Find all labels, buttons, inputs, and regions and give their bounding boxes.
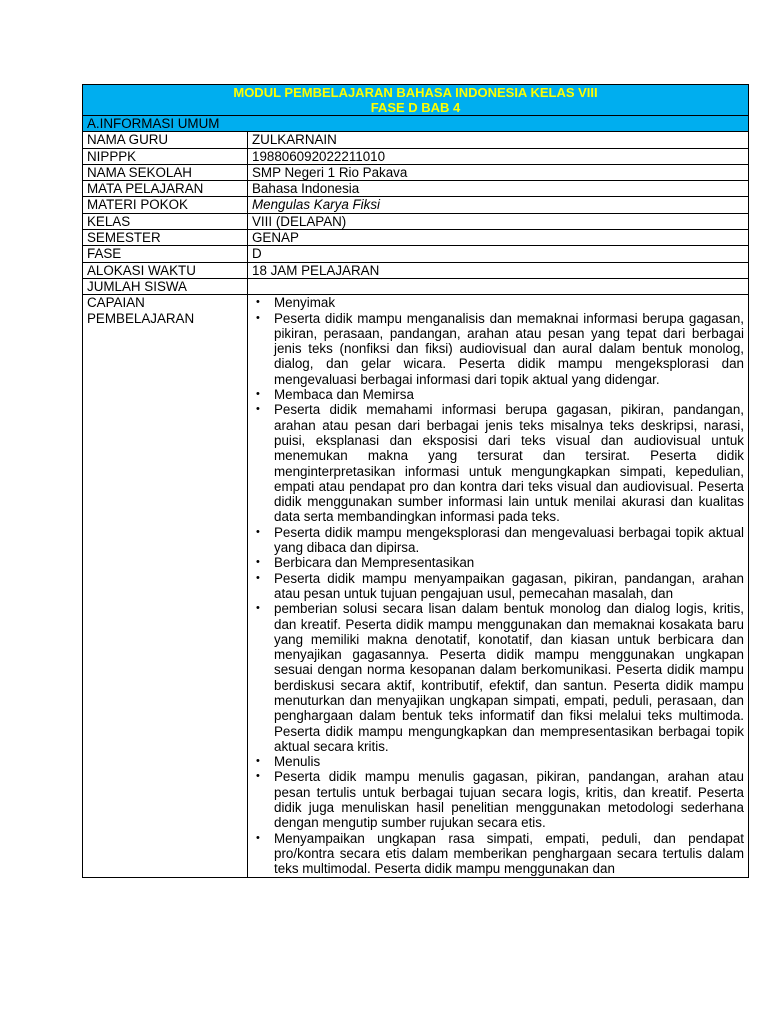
capaian-row (83, 295, 749, 877)
capaian-item (252, 402, 744, 524)
capaian-content (248, 295, 749, 877)
capaian-item-text: Membaca dan Memirsa (274, 387, 414, 403)
info-row (83, 230, 749, 246)
info-row (83, 262, 749, 278)
bullet-icon: • (256, 770, 260, 783)
module-table (82, 84, 749, 878)
bullet-icon: • (256, 571, 260, 584)
capaian-item-text: Menyimak (274, 295, 336, 311)
capaian-item (252, 754, 744, 769)
info-value: 18 JAM PELAJARAN (248, 262, 749, 278)
info-value: VIII (DELAPAN) (248, 213, 749, 229)
capaian-item-text: Berbicara dan Mempresentasikan (274, 555, 475, 571)
info-label: FASE (83, 246, 248, 262)
capaian-item-text: pemberian solusi secara lisan dalam bentuk monolog dan dialog logis, kritis, dan kreatif. Peserta didik mampu menggunakan dan memaknai kosakata baru yang memiliki makna denotatif, konotatif, dan kiasan untuk berbicara dan menyajikan gagasannya. Peserta didik mampu menggunakan ungkapan sesuai dengan norma kesopanan dalam berkomunikasi. Peserta didik mampu berdiskusi secara aktif, kontributif, efektif, dan santun. Peserta didik mampu menuturkan dan menyajikan ungkapan simpati, empati, peduli, perasaan, dan penghargaan dalam bentuk teks informatif dan fiksi melalui teks multimoda. Peserta didik mampu mengungkapkan dan mempresentasikan berbagai topik aktual secara kritis. (274, 601, 744, 754)
info-value (248, 278, 749, 294)
capaian-item (252, 387, 744, 402)
bullet-icon: • (256, 388, 260, 401)
info-label: NAMA SEKOLAH (83, 164, 248, 180)
capaian-item (252, 311, 744, 387)
info-label: MATERI POKOK (83, 197, 248, 213)
info-row (83, 132, 749, 148)
info-row (83, 164, 749, 180)
bullet-icon: • (256, 755, 260, 768)
capaian-label: CAPAIAN PEMBELAJARAN (83, 295, 248, 877)
info-value: 198806092022211010 (248, 148, 749, 164)
info-value (248, 197, 749, 213)
bullet-icon: • (256, 296, 260, 309)
capaian-item-text: Menulis (274, 754, 321, 770)
capaian-item (252, 295, 744, 310)
bullet-icon: • (256, 525, 260, 538)
bullet-icon: • (256, 403, 260, 416)
info-label: SEMESTER (83, 230, 248, 246)
capaian-item-text: Menyampaikan ungkapan rasa simpati, empati, peduli, dan pendapat pro/kontra secara etis dalam memberikan penghargaan secara tertulis dalam teks multimodal. Peserta didik mampu menggunakan dan (274, 830, 744, 877)
info-value: Bahasa Indonesia (248, 181, 749, 197)
capaian-item-text: Peserta didik mampu menganalisis dan memaknai informasi berupa gagasan, pikiran, perasaan, pandangan, arahan atau pesan yang tepat dari berbagai jenis teks (nonfiksi dan fiksi) audiovisual dan aural dalam bentuk monolog, dialog, dan gelar wicara. Peserta didik mampu mengeksplorasi dan mengevaluasi berbagai informasi dari topik aktual yang didengar. (274, 310, 744, 387)
info-row (83, 197, 749, 213)
capaian-list (252, 295, 744, 876)
info-label: MATA PELAJARAN (83, 181, 248, 197)
info-label: ALOKASI WAKTU (83, 262, 248, 278)
info-value: GENAP (248, 230, 749, 246)
bullet-icon: • (256, 831, 260, 844)
module-title (83, 85, 749, 116)
capaian-item (252, 525, 744, 556)
info-value: SMP Negeri 1 Rio Pakava (248, 164, 749, 180)
materi-pokok-value: Mengulas Karya Fiksi (252, 197, 381, 213)
capaian-item-text: Peserta didik mampu menulis gagasan, pikiran, pandangan, arahan atau pesan tertulis untuk berbagai tujuan secara logis, kritis, dan kreatif. Peserta didik juga menuliskan hasil penelitian menggunakan metodologi sederhana dengan mengutip sumber rujukan secara etis. (274, 769, 744, 831)
info-row (83, 278, 749, 294)
capaian-item (252, 555, 744, 570)
capaian-item (252, 769, 744, 830)
info-row (83, 246, 749, 262)
info-row (83, 213, 749, 229)
bullet-icon: • (256, 556, 260, 569)
capaian-item (252, 601, 744, 754)
info-row (83, 181, 749, 197)
info-value: D (248, 246, 749, 262)
info-row (83, 148, 749, 164)
info-label: JUMLAH SISWA (83, 278, 248, 294)
title-line-1: MODUL PEMBELAJARAN BAHASA INDONESIA KELAS VIII (233, 85, 598, 100)
bullet-icon: • (256, 311, 260, 324)
capaian-item-text: Peserta didik mampu menyampaikan gagasan, pikiran, pandangan, arahan atau pesan untuk tujuan pengajuan usul, pemecahan masalah, dan (274, 570, 744, 601)
info-label: NAMA GURU (83, 132, 248, 148)
capaian-item-text: Peserta didik memahami informasi berupa gagasan, pikiran, pandangan, arahan atau pesan dari berbagai jenis teks misalnya teks deskripsi, narasi, puisi, eksplanasi dan eksposisi dari teks visual dan audiovisual untuk menemukan makna yang tersurat dan tersirat. Peserta didik menginterpretasikan informasi untuk mengungkapkan simpati, kepedulian, empati atau pendapat pro dan kontra dari teks visual dan audiovisual. Peserta didik menggunakan sumber informasi lain untuk menilai akurasi dan kualitas data serta membandingkan informasi pada teks. (274, 402, 744, 525)
capaian-item-text: Peserta didik mampu mengeksplorasi dan mengevaluasi berbagai topik aktual yang dibaca dan dipirsa. (274, 524, 744, 556)
info-label: NIPPPK (83, 148, 248, 164)
bullet-icon: • (256, 602, 260, 615)
title-row (83, 85, 749, 116)
section-label: A.INFORMASI UMUM (83, 116, 749, 132)
info-value: ZULKARNAIN (248, 132, 749, 148)
capaian-item (252, 831, 744, 877)
title-line-2: FASE D BAB 4 (370, 100, 461, 115)
info-label: KELAS (83, 213, 248, 229)
section-row (83, 116, 749, 132)
capaian-item (252, 571, 744, 602)
